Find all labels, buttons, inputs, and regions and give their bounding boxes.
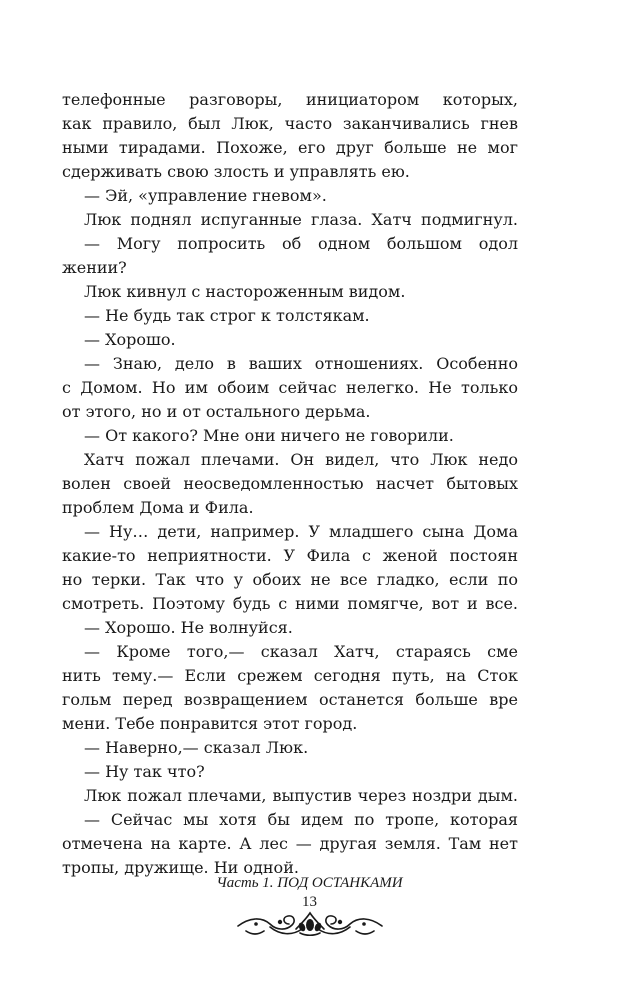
text-line: проблем Дома и Фила.	[62, 498, 254, 517]
text-line: мени. Тебе понравится этот город.	[62, 714, 358, 733]
text-line: гольм перед возвращением останется больше вре	[62, 690, 518, 709]
text-line: Хатч пожал плечами. Он видел, что Люк недо	[84, 450, 518, 469]
text-line: — Ну так что?	[84, 762, 205, 781]
text-line: ными тирадами. Похоже, его друг больше не мог	[62, 138, 518, 157]
text-line: отмечена на карте. А лес — другая земля. Там нет	[62, 834, 518, 853]
text-line: — Сейчас мы хотя бы идем по тропе, которая	[84, 810, 518, 829]
text-line: волен своей неосведомленностью насчет бытовых	[62, 474, 518, 493]
text-line: — Могу попросить об одном большом одол	[84, 234, 518, 253]
text-line: — Хорошо. Не волнуйся.	[84, 618, 293, 637]
text-line: — Знаю, дело в ваших отношениях. Особенно	[84, 354, 518, 373]
text-line: — От какого? Мне они ничего не говорили.	[84, 426, 454, 445]
running-footer-title: Часть 1. ПОД ОСТАНКАМИ	[216, 875, 403, 891]
text-line: нить тему.— Если срежем сегодня путь, на Сток	[62, 666, 518, 685]
text-line: телефонные разговоры, инициатором которых,	[62, 90, 518, 109]
text-line: но терки. Так что у обоих не все гладко, если по	[62, 570, 518, 589]
text-line: — Эй, «управление гневом».	[84, 186, 327, 205]
text-line: — Хорошо.	[84, 330, 176, 349]
page-number: 13	[302, 894, 317, 910]
text-line: смотреть. Поэтому будь с ними помягче, вот и все.	[62, 594, 518, 613]
text-line: Люк пожал плечами, выпустив через ноздри дым.	[84, 786, 518, 805]
page-body-text	[62, 88, 518, 880]
text-line: с Домом. Но им обоим сейчас нелегко. Не только	[62, 378, 518, 397]
text-line: тропы, дружище. Ни одной.	[62, 858, 299, 877]
text-line: сдерживать свою злость и управлять ею.	[62, 162, 410, 181]
decorative-flourish-icon	[236, 909, 384, 939]
text-line: — Наверно,— сказал Люк.	[84, 738, 309, 757]
text-line: какие-то неприятности. У Фила с женой постоян	[62, 546, 518, 565]
text-line: жении?	[62, 258, 127, 277]
text-line: — Не будь так строг к толстякам.	[84, 306, 370, 325]
text-line: Люк поднял испуганные глаза. Хатч подмигнул.	[84, 210, 518, 229]
text-line: как правило, был Люк, часто заканчивались гнев	[62, 114, 518, 133]
text-line: — Кроме того,— сказал Хатч, стараясь сме	[84, 642, 518, 661]
text-line: от этого, но и от остального дерьма.	[62, 402, 371, 421]
text-line: Люк кивнул с настороженным видом.	[84, 282, 406, 301]
text-line: — Ну… дети, например. У младшего сына Дома	[84, 522, 518, 541]
